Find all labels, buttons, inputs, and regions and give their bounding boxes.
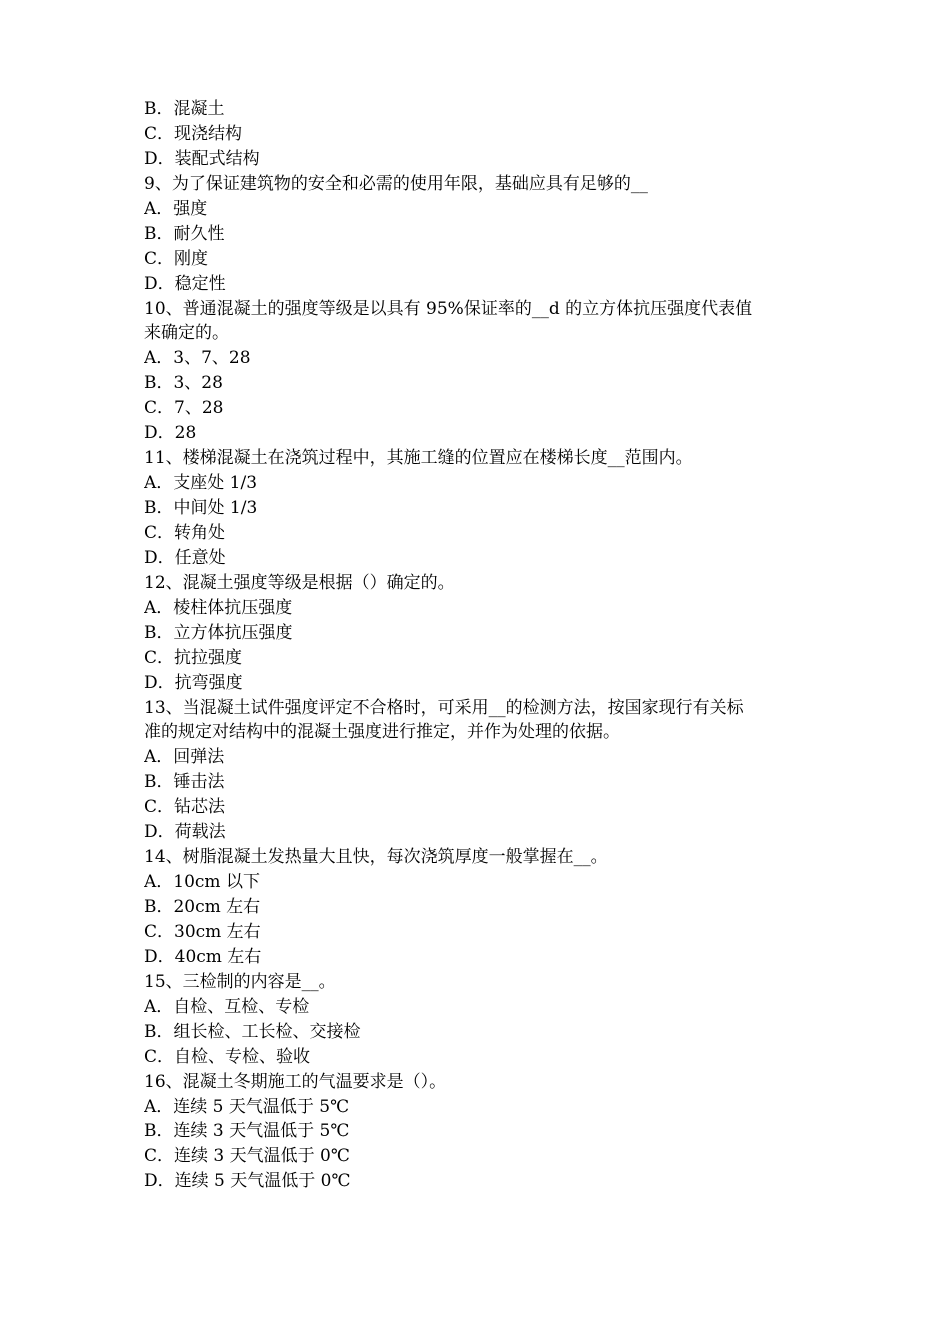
text-line: C．现浇结构: [144, 123, 243, 144]
text-line: D．28: [144, 423, 197, 444]
text-line: C．抗拉强度: [144, 647, 243, 668]
text-line: A．3、7、28: [144, 348, 251, 369]
text-line: C．7、28: [144, 398, 224, 419]
text-line: D．40cm 左右: [144, 946, 262, 967]
text-line: D．抗弯强度: [144, 672, 243, 693]
text-line: C．自检、专检、验收: [144, 1046, 311, 1067]
text-line: A．回弹法: [144, 747, 225, 768]
text-line: D．装配式结构: [144, 148, 260, 169]
text-line: 12、混凝土强度等级是根据（）确定的。: [144, 572, 455, 593]
text-line: D．稳定性: [144, 273, 226, 294]
text-line: B．中间处 1/3: [144, 498, 258, 518]
text-line: A．强度: [144, 198, 208, 219]
text-line: A．自检、互检、专检: [144, 996, 310, 1017]
text-line: 13、当混凝土试件强度评定不合格时，可采用__的检测方法，按国家现行有关标: [144, 697, 744, 718]
text-line: 来确定的。: [144, 323, 229, 344]
text-line: A．棱柱体抗压强度: [144, 597, 293, 618]
text-line: A．10cm 以下: [144, 872, 260, 893]
text-line: C．刚度: [144, 248, 209, 269]
text-line: B．3、28: [144, 373, 223, 394]
text-line: B．锤击法: [144, 772, 225, 793]
text-line: C．钻芯法: [144, 797, 226, 818]
text-line: B．混凝土: [144, 99, 225, 119]
text-line: C．转角处: [144, 522, 226, 543]
text-line: C．30cm 左右: [144, 921, 261, 942]
text-line: 14、树脂混凝土发热量大且快，每次浇筑厚度一般掌握在__。: [144, 847, 608, 868]
text-line: 准的规定对结构中的混凝土强度进行推定，并作为处理的依据。: [144, 722, 620, 743]
text-line: 15、三检制的内容是__。: [144, 971, 336, 992]
text-line: B．连续 3 天气温低于 5℃: [144, 1121, 350, 1142]
text-line: B．耐久性: [144, 223, 225, 244]
text-line: B．立方体抗压强度: [144, 622, 293, 643]
text-line: 9、为了保证建筑物的安全和必需的使用年限，基础应具有足够的__: [144, 173, 648, 194]
text-line: 10、普通混凝土的强度等级是以具有 95%保证率的__d 的立方体抗压强度代表值: [144, 298, 753, 319]
text-line: A．连续 5 天气温低于 5℃: [144, 1096, 350, 1117]
text-line: A．支座处 1/3: [144, 473, 258, 494]
text-line: 16、混凝土冬期施工的气温要求是（）。: [144, 1071, 447, 1092]
text-line: D．荷载法: [144, 822, 226, 843]
text-line: B．组长检、工长检、交接检: [144, 1021, 361, 1042]
document-body: [144, 97, 814, 1194]
text-line: C．连续 3 天气温低于 0℃: [144, 1146, 350, 1167]
text-line: 11、楼梯混凝土在浇筑过程中，其施工缝的位置应在楼梯长度__范围内。: [144, 448, 693, 469]
text-line: B．20cm 左右: [144, 897, 261, 917]
text-line: D．连续 5 天气温低于 0℃: [144, 1171, 351, 1192]
text-line: D．任意处: [144, 547, 226, 568]
